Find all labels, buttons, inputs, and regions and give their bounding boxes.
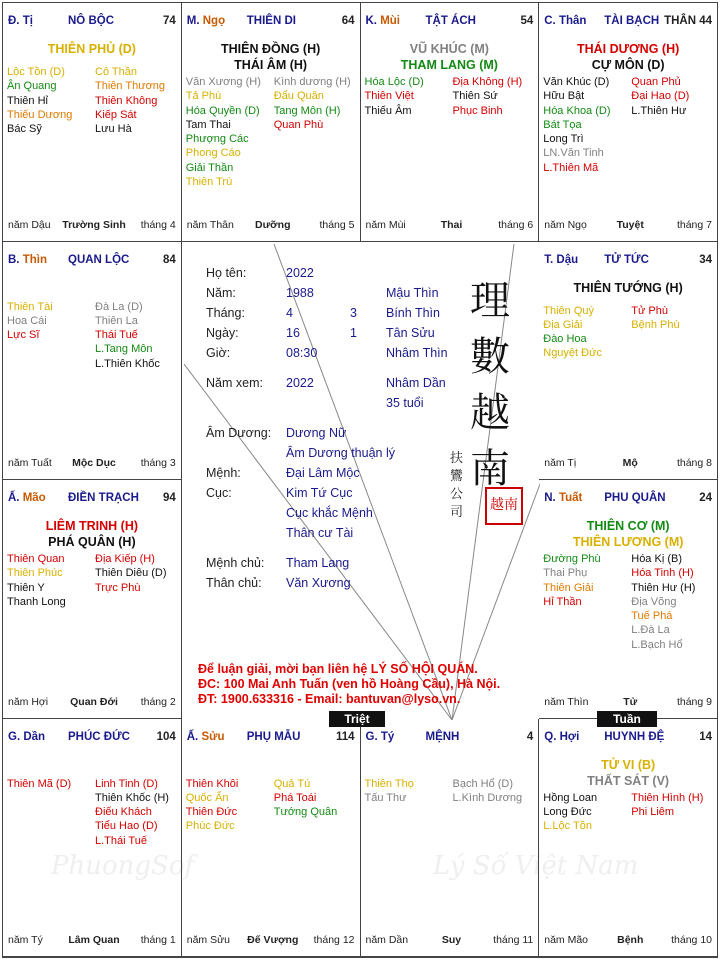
main-stars: [539, 518, 717, 550]
palace-stage: Quan Đới: [70, 695, 118, 708]
main-star: THAM LANG (M): [400, 58, 498, 72]
main-star: THIÊN LƯƠNG (M): [572, 535, 684, 549]
minor-star: Phượng Các: [185, 133, 249, 146]
palace-cell: [3, 480, 182, 719]
main-star: THÁI ÂM (H): [234, 58, 308, 72]
main-stars: [539, 41, 717, 73]
cuc-value: Kim Tứ Cục: [286, 486, 353, 500]
minor-star-column: [543, 791, 629, 834]
amduong-value: Dương Nữ: [286, 426, 347, 440]
minor-star: Phi Liêm: [631, 805, 675, 818]
minor-star: Thai Phụ: [543, 567, 588, 580]
palace-stage: Mộc Dục: [72, 457, 116, 469]
minor-star: L.Thiên Hư: [631, 104, 687, 117]
minor-star: Quan Phù: [273, 118, 324, 131]
minor-star-column: [543, 304, 629, 361]
palace-cell: [539, 3, 718, 242]
minor-star: Thiên Khôi: [185, 777, 239, 790]
main-star: THÁI DƯƠNG (H): [576, 42, 680, 56]
palace-cell: [182, 719, 361, 958]
day-lunar: 1: [350, 326, 357, 340]
name-label: Họ tên:: [206, 266, 247, 280]
palace-header: [8, 731, 176, 745]
view-year-label: Năm xem:: [206, 376, 263, 390]
minor-star-column: [95, 65, 181, 136]
palace-footer: [8, 219, 176, 233]
palace-cell: [539, 242, 718, 481]
minor-star: Thiên Phúc: [7, 567, 63, 580]
minor-star: Thiên Việt: [364, 90, 414, 103]
main-stars: [361, 41, 539, 73]
thanchu-label: Thân chủ:: [206, 576, 262, 590]
minor-star-column: [186, 75, 272, 189]
minor-star: Long Trì: [543, 133, 584, 146]
minor-star: Hữu Bật: [543, 90, 585, 103]
year-canchi: Mậu Thìn: [386, 286, 439, 300]
palace-stage: Đế Vượng: [247, 934, 299, 946]
palace-year: năm Mão: [544, 934, 589, 946]
minor-star: Thiên Giải: [543, 581, 594, 594]
minor-star: L.Thiên Mã: [543, 161, 599, 174]
minor-star: Điếu Khách: [95, 806, 152, 819]
palace-cell: [539, 480, 718, 719]
minor-star: Thiên Diêu (D): [95, 567, 167, 580]
palace-year: năm Dậu: [8, 218, 51, 231]
minor-star: L.Thái Tuế: [95, 834, 147, 847]
minor-star: Thiếu Âm: [364, 104, 412, 117]
minor-star: Địa Võng: [631, 595, 677, 608]
minor-star-column: [7, 300, 93, 343]
minor-star-column: [95, 300, 181, 371]
minor-star: Hóa Khoa (D): [543, 104, 611, 117]
minor-star: Phong Cáo: [185, 147, 241, 160]
palace-stage: Bệnh: [617, 934, 644, 946]
palace-stage: Mộ: [622, 457, 638, 469]
minor-star: Hỉ Thần: [543, 595, 582, 608]
day-value: 16: [286, 326, 300, 340]
minor-star: Quả Tú: [273, 777, 311, 790]
palace-count: 114: [335, 730, 355, 743]
palace-stage: Suy: [441, 934, 462, 946]
hour-canchi: Nhâm Thìn: [386, 346, 448, 360]
palace-year: năm Mùi: [365, 218, 406, 231]
minor-star: Đào Hoa: [543, 333, 587, 346]
hour-label: Giờ:: [206, 346, 231, 360]
month-label: Tháng:: [206, 306, 245, 320]
palace-footer: [8, 934, 176, 948]
palace-branch: Q. Hợi: [544, 730, 580, 743]
day-label: Ngày:: [206, 326, 239, 340]
palace-count: 74: [162, 15, 176, 27]
minor-star: Thiên Trù: [185, 176, 233, 189]
main-star: THIÊN TƯỚNG (H): [573, 280, 683, 295]
palace-name: PHU QUÂN: [604, 492, 666, 504]
main-star: TỬ VI (B): [601, 757, 656, 772]
minor-star-column: [543, 552, 629, 609]
palace-month: tháng 3: [140, 457, 176, 469]
palace-cell: [361, 719, 540, 958]
palace-footer: [187, 219, 355, 233]
calligraphy-logo: 理 數 越 南: [470, 278, 510, 492]
main-star: THIÊN PHỦ (D): [47, 42, 136, 56]
minor-star: Thiên Tài: [7, 300, 53, 313]
age-value: 35 tuổi: [386, 396, 424, 410]
minor-star-column: [631, 791, 717, 820]
cuc-label: Cục:: [206, 486, 232, 500]
palace-stage: Thai: [440, 218, 463, 231]
menhchu-label: Mệnh chủ:: [206, 556, 265, 570]
palace-month: tháng 4: [140, 218, 176, 231]
main-stars: [539, 757, 717, 789]
minor-star-column: [274, 75, 360, 132]
palace-footer: [544, 457, 712, 471]
minor-star-column: [453, 777, 539, 806]
palace-month: tháng 1: [140, 934, 176, 946]
main-stars: [3, 41, 181, 57]
palace-header: [8, 254, 176, 268]
minor-star: Thiên Hỉ: [7, 94, 48, 107]
palace-stage: Tử: [623, 695, 638, 708]
palace-count: 54: [520, 15, 534, 27]
minor-star: Thiếu Dương: [7, 108, 73, 121]
palace-header: [366, 731, 534, 745]
palace-name: TẬT ÁCH: [425, 15, 476, 27]
palace-year: năm Sửu: [186, 934, 230, 946]
minor-star: Phúc Đức: [185, 820, 235, 833]
minor-star-column: [365, 75, 451, 118]
main-stars: [182, 41, 360, 73]
view-year-canchi: Nhâm Dần: [386, 376, 446, 390]
palace-name: HUYNH ĐỆ: [604, 730, 665, 743]
main-star: THẤT SÁT (V): [587, 773, 670, 788]
minor-star: Địa Không (H): [452, 76, 523, 88]
palace-cell: [3, 719, 182, 958]
minor-star: Tiểu Hao (D): [95, 820, 158, 833]
minor-star: Tang Môn (H): [273, 104, 341, 117]
minor-star: Bệnh Phù: [631, 318, 680, 331]
menh-value: Đại Lâm Mộc: [286, 466, 360, 480]
palace-count: 24: [699, 492, 712, 504]
contact-phone-email: ĐT: 1900.633316 - Email: bantuvan@lyso.vn.: [198, 692, 461, 706]
minor-star: Thiên Khốc (H): [95, 791, 169, 804]
main-stars: [539, 280, 717, 296]
minor-star-column: [7, 552, 93, 609]
minor-star: Đẩu Quân: [273, 90, 324, 103]
palace-count: THÂN 44: [664, 15, 712, 27]
palace-count: 14: [699, 730, 712, 743]
palace-year: năm Tị: [544, 457, 577, 469]
palace-header: [187, 731, 355, 745]
minor-star: Thiên La: [95, 314, 138, 327]
minor-star: Thiên Thương: [95, 80, 166, 93]
minor-star: Cô Thần: [95, 66, 137, 78]
minor-star: Tuế Phá: [631, 610, 673, 623]
main-star: PHÁ QUÂN (H): [48, 535, 136, 549]
palace-year: năm Dần: [365, 934, 409, 946]
minor-star: Bác Sỹ: [7, 123, 42, 136]
palace-count: 84: [162, 253, 176, 266]
palace-header: [187, 15, 355, 29]
palace-name: TÀI BẠCH: [604, 15, 660, 27]
minor-star-column: [7, 777, 93, 791]
palace-count: 104: [156, 730, 176, 743]
palace-footer: [8, 696, 176, 710]
palace-footer: [366, 219, 534, 233]
palace-cell: [539, 719, 718, 958]
contact-line-1: Để luận giải, mời bạn liên hệ LÝ SỐ HỘI QUÁN.: [198, 662, 478, 676]
minor-star: Linh Tinh (D): [95, 777, 158, 790]
minor-star: Hồng Loan: [543, 791, 598, 804]
minor-star: Lực Sĩ: [7, 329, 40, 342]
triet-tag: Triệt: [329, 711, 385, 727]
palace-year: năm Tý: [8, 934, 43, 946]
minor-star: Phục Binh: [452, 104, 503, 117]
palace-branch: T. Dậu: [544, 253, 579, 266]
palace-branch: C. Thân: [544, 15, 587, 27]
minor-star-column: [186, 777, 272, 834]
palace-name: NÔ BỘC: [68, 15, 114, 27]
palace-footer: [366, 934, 534, 948]
minor-star: Hóa Lộc (D): [364, 76, 424, 88]
palace-stage: Lâm Quan: [68, 934, 120, 946]
minor-star: Tướng Quân: [273, 806, 338, 819]
minor-star: Hóa Quyền (D): [185, 104, 260, 117]
minor-star: Lộc Tồn (D): [7, 66, 65, 78]
red-seal-stamp: 越南: [485, 487, 523, 525]
month-value: 4: [286, 306, 293, 320]
thanchu-value: Văn Xương: [286, 576, 351, 590]
minor-star: Kiếp Sát: [95, 108, 137, 121]
minor-star: L.Tang Môn: [95, 343, 153, 356]
minor-star: Thiên Thọ: [364, 777, 414, 790]
palace-month: tháng 5: [319, 218, 355, 231]
minor-star: Bạch Hổ (D): [452, 777, 514, 790]
palace-month: tháng 9: [676, 695, 712, 708]
minor-star-column: [7, 65, 93, 136]
view-year-value: 2022: [286, 376, 314, 390]
minor-star: Bát Tọa: [543, 118, 582, 131]
palace-month: tháng 10: [671, 934, 712, 946]
minor-star: Long Đức: [543, 805, 592, 818]
minor-star-column: [365, 777, 451, 806]
minor-star-column: [274, 777, 360, 820]
palace-month: tháng 6: [498, 218, 534, 231]
palace-cell: [182, 3, 361, 242]
palace-month: tháng 11: [493, 934, 534, 946]
minor-star: L.Lộc Tồn: [543, 820, 592, 833]
palace-header: [544, 254, 712, 268]
minor-star: LN.Văn Tinh: [543, 147, 604, 160]
main-star: CỰ MÔN (D): [591, 58, 665, 72]
palace-stage: Tuyệt: [616, 218, 644, 231]
minor-star: Quan Phủ: [631, 76, 681, 88]
minor-star: Phá Toái: [273, 791, 317, 804]
palace-header: [8, 15, 176, 29]
palace-count: 4: [526, 730, 534, 743]
main-star: LIÊM TRINH (H): [45, 519, 139, 533]
minor-star: Đà La (D): [95, 300, 143, 313]
minor-star: Thiên Quan: [7, 553, 65, 565]
amduong-note: Âm Dương thuận lý: [286, 446, 395, 460]
amduong-label: Âm Dương:: [206, 426, 272, 440]
palace-name: TỬ TỨC: [604, 253, 649, 266]
minor-star: Hóa Tinh (H): [631, 567, 694, 580]
minor-star: Thiên Hư (H): [631, 581, 696, 594]
minor-star: Đại Hao (D): [631, 90, 690, 103]
minor-star: Kình dương (H): [273, 76, 351, 88]
minor-star: Tấu Thư: [364, 791, 407, 804]
minor-star: Hóa Kị (B): [631, 553, 682, 565]
palace-count: 34: [699, 253, 712, 266]
cuc-note-2: Thân cư Tài: [286, 526, 354, 540]
day-canchi: Tân Sửu: [386, 326, 435, 340]
palace-cell: [3, 3, 182, 242]
menhchu-value: Tham Lang: [286, 556, 350, 570]
minor-star-column: [631, 304, 717, 333]
menh-label: Mệnh:: [206, 466, 241, 480]
minor-star: Trực Phù: [95, 581, 141, 594]
year-value: 1988: [286, 286, 314, 300]
palace-count: 94: [162, 492, 176, 504]
palace-name: ĐIỀN TRẠCH: [68, 492, 139, 504]
palace-name: PHÚC ĐỨC: [68, 730, 130, 743]
minor-star: L.Thiên Khốc: [95, 357, 160, 370]
palace-year: năm Thìn: [544, 695, 589, 708]
minor-star: Thanh Long: [7, 595, 66, 608]
palace-month: tháng 12: [313, 934, 355, 946]
palace-header: [544, 15, 712, 29]
palace-branch: N. Tuất: [544, 492, 583, 504]
palace-month: tháng 2: [140, 695, 176, 708]
minor-star: Thiên Sứ: [452, 90, 498, 103]
palace-footer: [544, 219, 712, 233]
horoscope-chart: [2, 2, 718, 958]
palace-header: [8, 492, 176, 506]
year-label: Năm:: [206, 286, 236, 300]
minor-star: Văn Xương (H): [185, 76, 261, 88]
palace-year: năm Thân: [186, 218, 234, 231]
contact-block: [198, 662, 500, 707]
calligraphy-small: 扶 鸞 公 司: [450, 451, 464, 520]
tuan-tag: Tuần: [597, 711, 657, 727]
main-stars: [3, 518, 181, 550]
palace-branch: Ấ. Sửu: [186, 730, 225, 743]
palace-month: tháng 7: [676, 218, 712, 231]
name-value: 2022: [286, 266, 314, 280]
minor-star: Nguyệt Đức: [543, 347, 602, 360]
minor-star: Địa Kiếp (H): [95, 553, 155, 565]
palace-stage: Dưỡng: [255, 218, 291, 231]
main-star: THIÊN ĐỒNG (H): [220, 42, 321, 56]
minor-star: Giải Thần: [185, 161, 234, 174]
minor-star: Thiên Y: [7, 581, 45, 594]
palace-footer: [8, 457, 176, 471]
minor-star: Thiên Hình (H): [631, 791, 704, 804]
minor-star: Thiên Đức: [185, 806, 238, 819]
hour-value: 08:30: [286, 346, 318, 360]
palace-name: MỆNH: [425, 730, 460, 743]
palace-branch: Đ. Tị: [8, 15, 33, 27]
minor-star: Tử Phù: [631, 304, 668, 317]
month-canchi: Bính Thìn: [386, 306, 440, 320]
palace-footer: [187, 934, 355, 948]
palace-branch: B. Thìn: [8, 253, 47, 266]
minor-star: Ân Quang: [7, 80, 57, 93]
minor-star: Hoa Cái: [7, 314, 47, 327]
palace-branch: Ấ. Mão: [8, 492, 46, 504]
palace-cell: [361, 3, 540, 242]
palace-name: PHỤ MẪU: [246, 730, 301, 743]
main-star: THIÊN CƠ (M): [586, 519, 670, 533]
palace-name: QUAN LỘC: [68, 253, 130, 266]
palace-footer: [544, 934, 712, 948]
minor-star: Quốc Ấn: [185, 791, 229, 804]
palace-branch: G. Dần: [8, 730, 46, 743]
minor-star-column: [543, 75, 629, 175]
palace-count: 64: [341, 15, 355, 27]
palace-year: năm Tuất: [8, 457, 52, 469]
minor-star-column: [631, 552, 717, 652]
minor-star: L.Bạch Hổ: [631, 638, 683, 651]
palace-branch: G. Tý: [365, 730, 395, 743]
cuc-note: Cục khắc Mệnh: [286, 506, 373, 520]
minor-star: Tam Thai: [185, 118, 231, 131]
minor-star: L.Kình Dương: [452, 791, 523, 804]
palace-year: năm Hợi: [8, 695, 49, 708]
minor-star-column: [631, 75, 717, 118]
palace-cell: [3, 242, 182, 481]
palace-stage: Trường Sinh: [62, 218, 126, 231]
month-lunar: 3: [350, 306, 357, 320]
minor-star: Văn Khúc (D): [543, 76, 610, 88]
minor-star-column: [95, 552, 181, 595]
palace-branch: M. Ngọ: [186, 15, 226, 27]
minor-star: Tả Phù: [185, 90, 222, 103]
palace-header: [544, 492, 712, 506]
minor-star: Thái Tuế: [95, 329, 138, 342]
minor-star: Địa Giải: [543, 318, 583, 331]
palace-footer: [544, 696, 712, 710]
watermark-left: PhuongSof: [51, 851, 195, 881]
palace-header: [544, 731, 712, 745]
minor-star: L.Đà La: [631, 624, 670, 637]
main-star: VŨ KHÚC (M): [409, 42, 489, 56]
minor-star: Đường Phù: [543, 553, 601, 565]
minor-star-column: [453, 75, 539, 118]
palace-name: THIÊN DI: [246, 15, 296, 27]
minor-star: Thiên Quý: [543, 304, 594, 317]
palace-year: năm Ngọ: [544, 218, 587, 231]
minor-star: Thiên Không: [95, 94, 158, 107]
minor-star-column: [95, 777, 181, 848]
minor-star: Lưu Hà: [95, 123, 132, 136]
minor-star: Thiên Mã (D): [7, 777, 72, 790]
palace-month: tháng 8: [676, 457, 712, 469]
contact-address: ĐC: 100 Mai Anh Tuấn (ven hồ Hoàng Cầu), Hà Nội.: [198, 677, 501, 691]
palace-header: [366, 15, 534, 29]
palace-branch: K. Mùi: [365, 15, 401, 27]
watermark-right: Lý Số Việt Nam: [433, 851, 639, 881]
